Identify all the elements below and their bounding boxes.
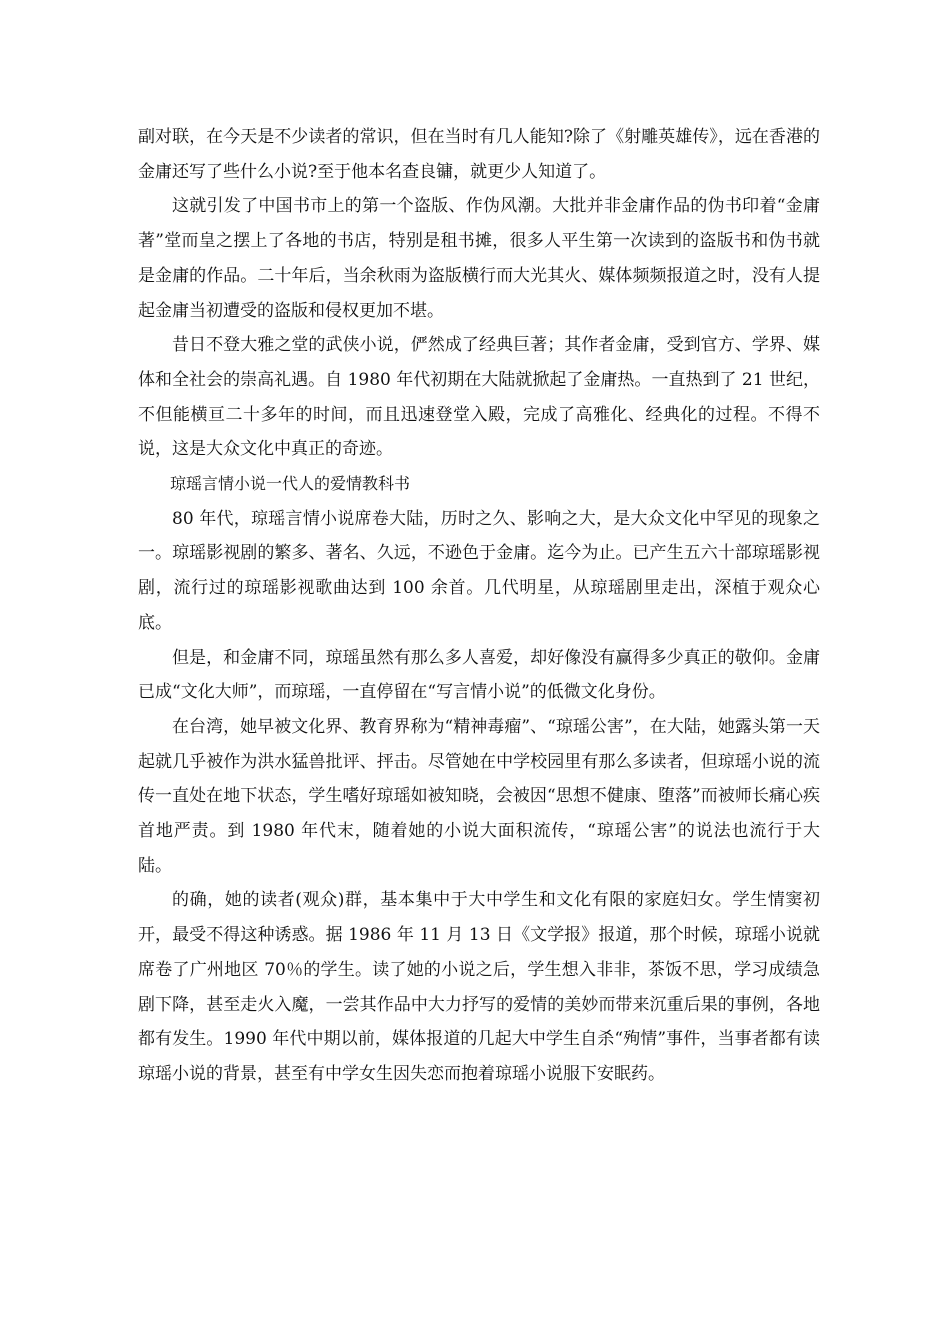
paragraph-readers: 的确，她的读者(观众)群，基本集中于大中学生和文化有限的家庭妇女。学生情窦初开，最受不得这种诱惑。据 1986 年 11 月 13 日《文学报》报道，那个时候，琼瑶小说就席卷了广州地区 70％的学生。读了她的小说之后，学生想入非非，茶饭不思，学习成绩急剧下降，甚至走火入魔，一尝其作品中大力抒写的爱情的美妙而带来沉重后果的事例，各地都有发生。1990 年代中期以前，媒体报道的几起大中学生自杀“殉情”事件，当事者都有读琼瑶小说的背景，甚至有中学女生因失恋而抱着琼瑶小说服下安眠药。 <box>138 890 820 1084</box>
paragraph-piracy: 这就引发了中国书市上的第一个盗版、作伪风潮。大批并非金庸作品的伪书印着“金庸著”堂而皇之摆上了各地的书店，特别是租书摊，很多人平生第一次读到的盗版书和伪书就是金庸的作品。二十年后，当余秋雨为盗版横行而大光其火、媒体频频报道之时，没有人提起金庸当初遭受的盗版和侵权更加不堪。 <box>138 196 820 321</box>
paragraph-qiongyao-80s: 80 年代，琼瑶言情小说席卷大陆，历时之久、影响之大，是大众文化中罕见的现象之一。琼瑶影视剧的繁多、著名、久远，不逊色于金庸。迄今为止。已产生五六十部琼瑶影视剧，流行过的琼瑶影视歌曲达到 100 余首。几代明星，从琼瑶剧里走出，深植于观众心底。 <box>138 508 820 633</box>
section-heading: 琼瑶言情小说一代人的爱情教科书 <box>170 474 411 494</box>
paragraph-qiongyao-status: 但是，和金庸不同，琼瑶虽然有那么多人喜爱，却好像没有赢得多少真正的敬仰。金庸已成“文化大师”，而琼瑶，一直停留在“写言情小说”的低微文化身份。 <box>138 647 820 703</box>
paragraph-jinyong-classic: 昔日不登大雅之堂的武侠小说，俨然成了经典巨著；其作者金庸，受到官方、学界、媒体和全社会的崇高礼遇。自 1980 年代初期在大陆就掀起了金庸热。一直热到了 21 世纪，不但能横亘二十多年的时间，而且迅速登堂入殿，完成了高雅化、经典化的过程。不得不说，这是大众文化中真正的奇迹。 <box>138 335 820 460</box>
paragraph-continuation: 副对联，在今天是不少读者的常识，但在当时有几人能知?除了《射雕英雄传》，远在香港的金庸还写了些什么小说?至于他本名查良镛，就更少人知道了。 <box>138 127 820 182</box>
document-body <box>138 120 820 1092</box>
paragraph-taiwan-criticism: 在台湾，她早被文化界、教育界称为“精神毒瘤”、“琼瑶公害”，在大陆，她露头第一天起就几乎被作为洪水猛兽批评、抨击。尽管她在中学校园里有那么多读者，但琼瑶小说的流传一直处在地下状态，学生嗜好琼瑶如被知晓，会被因“思想不健康、堕落”而被师长痛心疾首地严责。到 1980 年代末，随着她的小说大面积流传，“琼瑶公害”的说法也流行于大陆。 <box>138 716 820 876</box>
